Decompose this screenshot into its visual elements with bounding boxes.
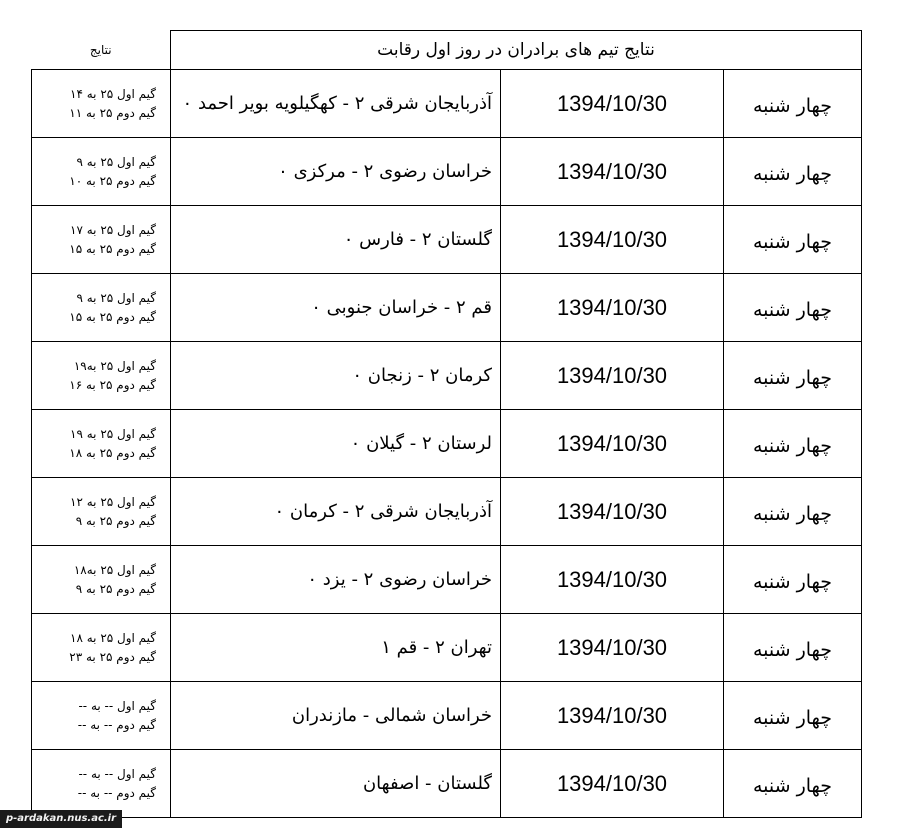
results-table: [31, 30, 862, 818]
day-cell: [724, 410, 862, 478]
match-text: کرمان ۲ - زنجان ۰: [352, 365, 492, 386]
game-two-score: گیم دوم ۲۵ به ۱۰: [69, 173, 156, 188]
game-one-score: گیم اول ۲۵ به ۱۷: [70, 222, 156, 237]
game-two-score: گیم دوم ۲۵ به ۱۸: [69, 445, 156, 460]
site-credit: p-ardakan.nus.ac.ir: [0, 810, 122, 828]
day-text: چهار شنبه: [752, 162, 833, 185]
table-row: [32, 750, 862, 818]
day-text: چهار شنبه: [752, 706, 833, 729]
date-cell: [501, 138, 724, 206]
game-one-score: گیم اول -- به --: [78, 766, 156, 781]
day-cell: [724, 614, 862, 682]
table-title: [171, 31, 862, 70]
game-one-score: گیم اول ۲۵ به ۹: [76, 154, 156, 169]
date-text: 1394/10/30: [556, 362, 668, 388]
day-text: چهار شنبه: [752, 638, 833, 661]
table-row: [32, 682, 862, 750]
date-text: 1394/10/30: [556, 634, 668, 660]
date-cell: [501, 70, 724, 138]
day-text: چهار شنبه: [752, 94, 833, 117]
result-cell: [32, 614, 171, 682]
game-two-score: گیم دوم -- به --: [77, 785, 156, 800]
game-one-score: گیم اول ۲۵ به ۹: [76, 290, 156, 305]
result-cell: [32, 478, 171, 546]
match-text: گلستان ۲ - فارس ۰: [343, 229, 492, 250]
result-cell: [32, 342, 171, 410]
result-cell: [32, 138, 171, 206]
result-cell: [32, 410, 171, 478]
day-cell: [724, 206, 862, 274]
date-cell: [501, 274, 724, 342]
match-cell: [171, 138, 501, 206]
game-one-score: گیم اول ۲۵ به ۱۴: [70, 86, 156, 101]
game-two-score: گیم دوم ۲۵ به ۱۱: [69, 105, 156, 120]
match-text: قم ۲ - خراسان جنوبی ۰: [311, 297, 492, 318]
match-text: آذربایجان شرقی ۲ - کرمان ۰: [274, 501, 492, 522]
day-text: چهار شنبه: [752, 298, 833, 321]
game-two-score: گیم دوم ۲۵ به ۹: [75, 513, 156, 528]
match-text: خراسان شمالی - مازندران: [291, 705, 492, 726]
game-two-score: گیم دوم ۲۵ به ۱۵: [69, 241, 156, 256]
date-cell: [501, 206, 724, 274]
day-text: چهار شنبه: [752, 366, 833, 389]
header-row: [32, 31, 862, 70]
date-text: 1394/10/30: [556, 294, 668, 320]
date-cell: [501, 750, 724, 818]
table-row: [32, 342, 862, 410]
day-cell: [724, 750, 862, 818]
day-cell: [724, 70, 862, 138]
game-one-score: گیم اول ۲۵ به ۱۹: [70, 426, 156, 441]
game-two-score: گیم دوم ۲۵ به ۱۶: [69, 377, 156, 392]
match-cell: [171, 342, 501, 410]
match-cell: [171, 206, 501, 274]
result-cell: [32, 206, 171, 274]
game-one-score: گیم اول ۲۵ به۱۹: [73, 358, 156, 373]
game-two-score: گیم دوم ۲۵ به ۲۳: [69, 649, 156, 664]
match-text: تهران ۲ - قم ۱: [381, 637, 492, 658]
match-cell: [171, 70, 501, 138]
day-cell: [724, 138, 862, 206]
day-cell: [724, 682, 862, 750]
table-row: [32, 614, 862, 682]
date-text: 1394/10/30: [556, 430, 668, 456]
game-one-score: گیم اول -- به --: [78, 698, 156, 713]
match-text: لرستان ۲ - گیلان ۰: [350, 433, 492, 454]
date-text: 1394/10/30: [556, 498, 668, 524]
table-row: [32, 546, 862, 614]
match-cell: [171, 614, 501, 682]
date-cell: [501, 478, 724, 546]
game-one-score: گیم اول ۲۵ به ۱۲: [70, 494, 156, 509]
table-row: [32, 410, 862, 478]
day-text: چهار شنبه: [752, 230, 833, 253]
result-cell: [32, 70, 171, 138]
game-two-score: گیم دوم -- به --: [77, 717, 156, 732]
date-cell: [501, 342, 724, 410]
match-text: خراسان رضوی ۲ - یزد ۰: [307, 569, 492, 590]
result-cell: [32, 274, 171, 342]
table-row: [32, 274, 862, 342]
match-cell: [171, 750, 501, 818]
date-text: 1394/10/30: [556, 566, 668, 592]
results-label: نتایج: [89, 42, 112, 57]
match-cell: [171, 682, 501, 750]
match-text: آذربایجان شرقی ۲ - کهگیلویه بویر احمد ۰: [182, 93, 492, 114]
day-text: چهار شنبه: [752, 570, 833, 593]
day-cell: [724, 546, 862, 614]
date-cell: [501, 546, 724, 614]
match-cell: [171, 274, 501, 342]
table-row: [32, 206, 862, 274]
date-cell: [501, 682, 724, 750]
table-row: [32, 478, 862, 546]
match-cell: [171, 546, 501, 614]
table-row: [32, 70, 862, 138]
match-cell: [171, 410, 501, 478]
date-text: 1394/10/30: [556, 770, 668, 796]
game-two-score: گیم دوم ۲۵ به ۱۵: [69, 309, 156, 324]
result-cell: [32, 546, 171, 614]
result-cell: [32, 750, 171, 818]
table-row: [32, 138, 862, 206]
date-text: 1394/10/30: [556, 702, 668, 728]
date-cell: [501, 410, 724, 478]
day-cell: [724, 274, 862, 342]
match-text: خراسان رضوی ۲ - مرکزی ۰: [278, 161, 492, 182]
date-text: 1394/10/30: [556, 158, 668, 184]
table-title-text: نتایج تیم های برادران در روز اول رقابت: [377, 40, 655, 60]
day-cell: [724, 342, 862, 410]
day-text: چهار شنبه: [752, 434, 833, 457]
day-text: چهار شنبه: [752, 502, 833, 525]
result-cell: [32, 682, 171, 750]
game-one-score: گیم اول ۲۵ به ۱۸: [70, 630, 156, 645]
match-text: گلستان - اصفهان: [362, 773, 492, 794]
date-text: 1394/10/30: [556, 226, 668, 252]
date-text: 1394/10/30: [556, 90, 668, 116]
game-one-score: گیم اول ۲۵ به۱۸: [73, 562, 156, 577]
game-two-score: گیم دوم ۲۵ به ۹: [75, 581, 156, 596]
day-text: چهار شنبه: [752, 774, 833, 797]
date-cell: [501, 614, 724, 682]
day-cell: [724, 478, 862, 546]
match-cell: [171, 478, 501, 546]
results-column-header: [32, 31, 171, 70]
